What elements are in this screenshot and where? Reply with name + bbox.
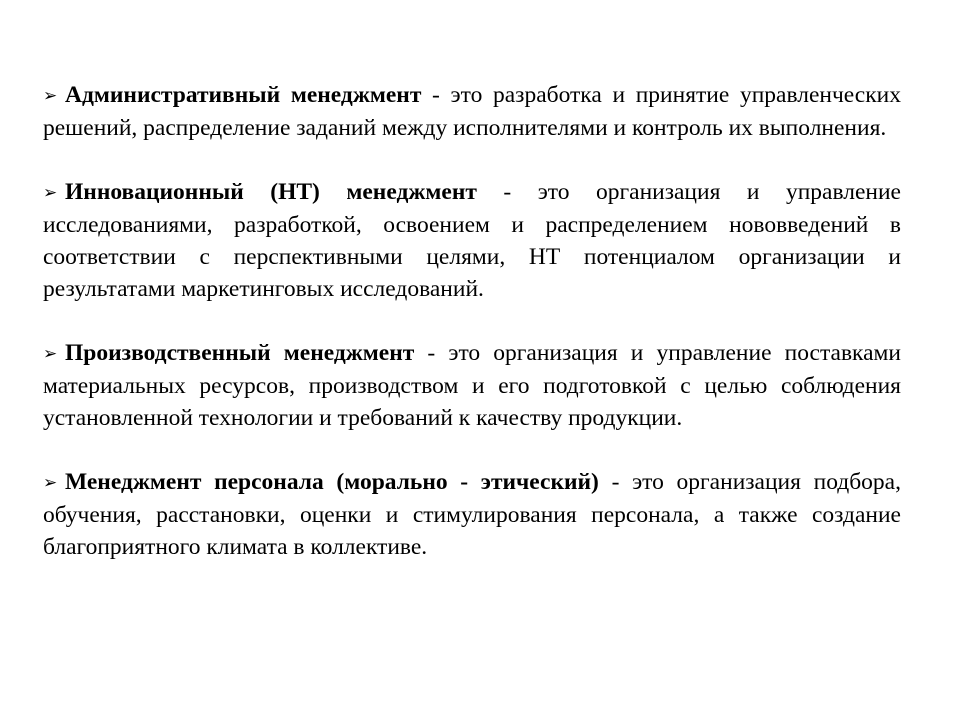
definition-term: Менеджмент персонала (морально - этический) — [65, 469, 599, 495]
arrow-bullet-icon: ➢ — [43, 183, 58, 203]
definition-text: - это разработка и принятие управленческих решений, распределение заданий между исполнителями и контроль их выполнения. — [43, 82, 901, 141]
definition-item-innovation — [43, 176, 901, 305]
definition-item-production — [43, 337, 901, 434]
definition-item-personnel — [43, 466, 901, 563]
arrow-bullet-icon: ➢ — [43, 344, 58, 364]
arrow-bullet-icon: ➢ — [43, 86, 58, 106]
definition-text: - это организация и управление исследованиями, разработкой, освоением и распределением нововведений в соответствии с перспективными целями, НТ потенциалом организации и результатами маркетинговых исследований. — [43, 179, 901, 302]
definition-term: Административный менеджмент — [65, 82, 422, 108]
definition-term: Производственный менеджмент — [65, 340, 415, 366]
arrow-bullet-icon: ➢ — [43, 473, 58, 493]
definition-text: - это организация и управление поставками материальных ресурсов, производством и его подготовкой с целью соблюдения установленной технологии и требований к качеству продукции. — [43, 340, 902, 431]
definitions-list — [43, 79, 901, 595]
definition-item-administrative — [43, 79, 901, 144]
definition-term: Инновационный (НТ) менеджмент — [65, 179, 477, 205]
definition-text: - это организация подбора, обучения, расстановки, оценки и стимулирования персонала, а также создание благоприятного климата в коллективе. — [43, 469, 901, 560]
